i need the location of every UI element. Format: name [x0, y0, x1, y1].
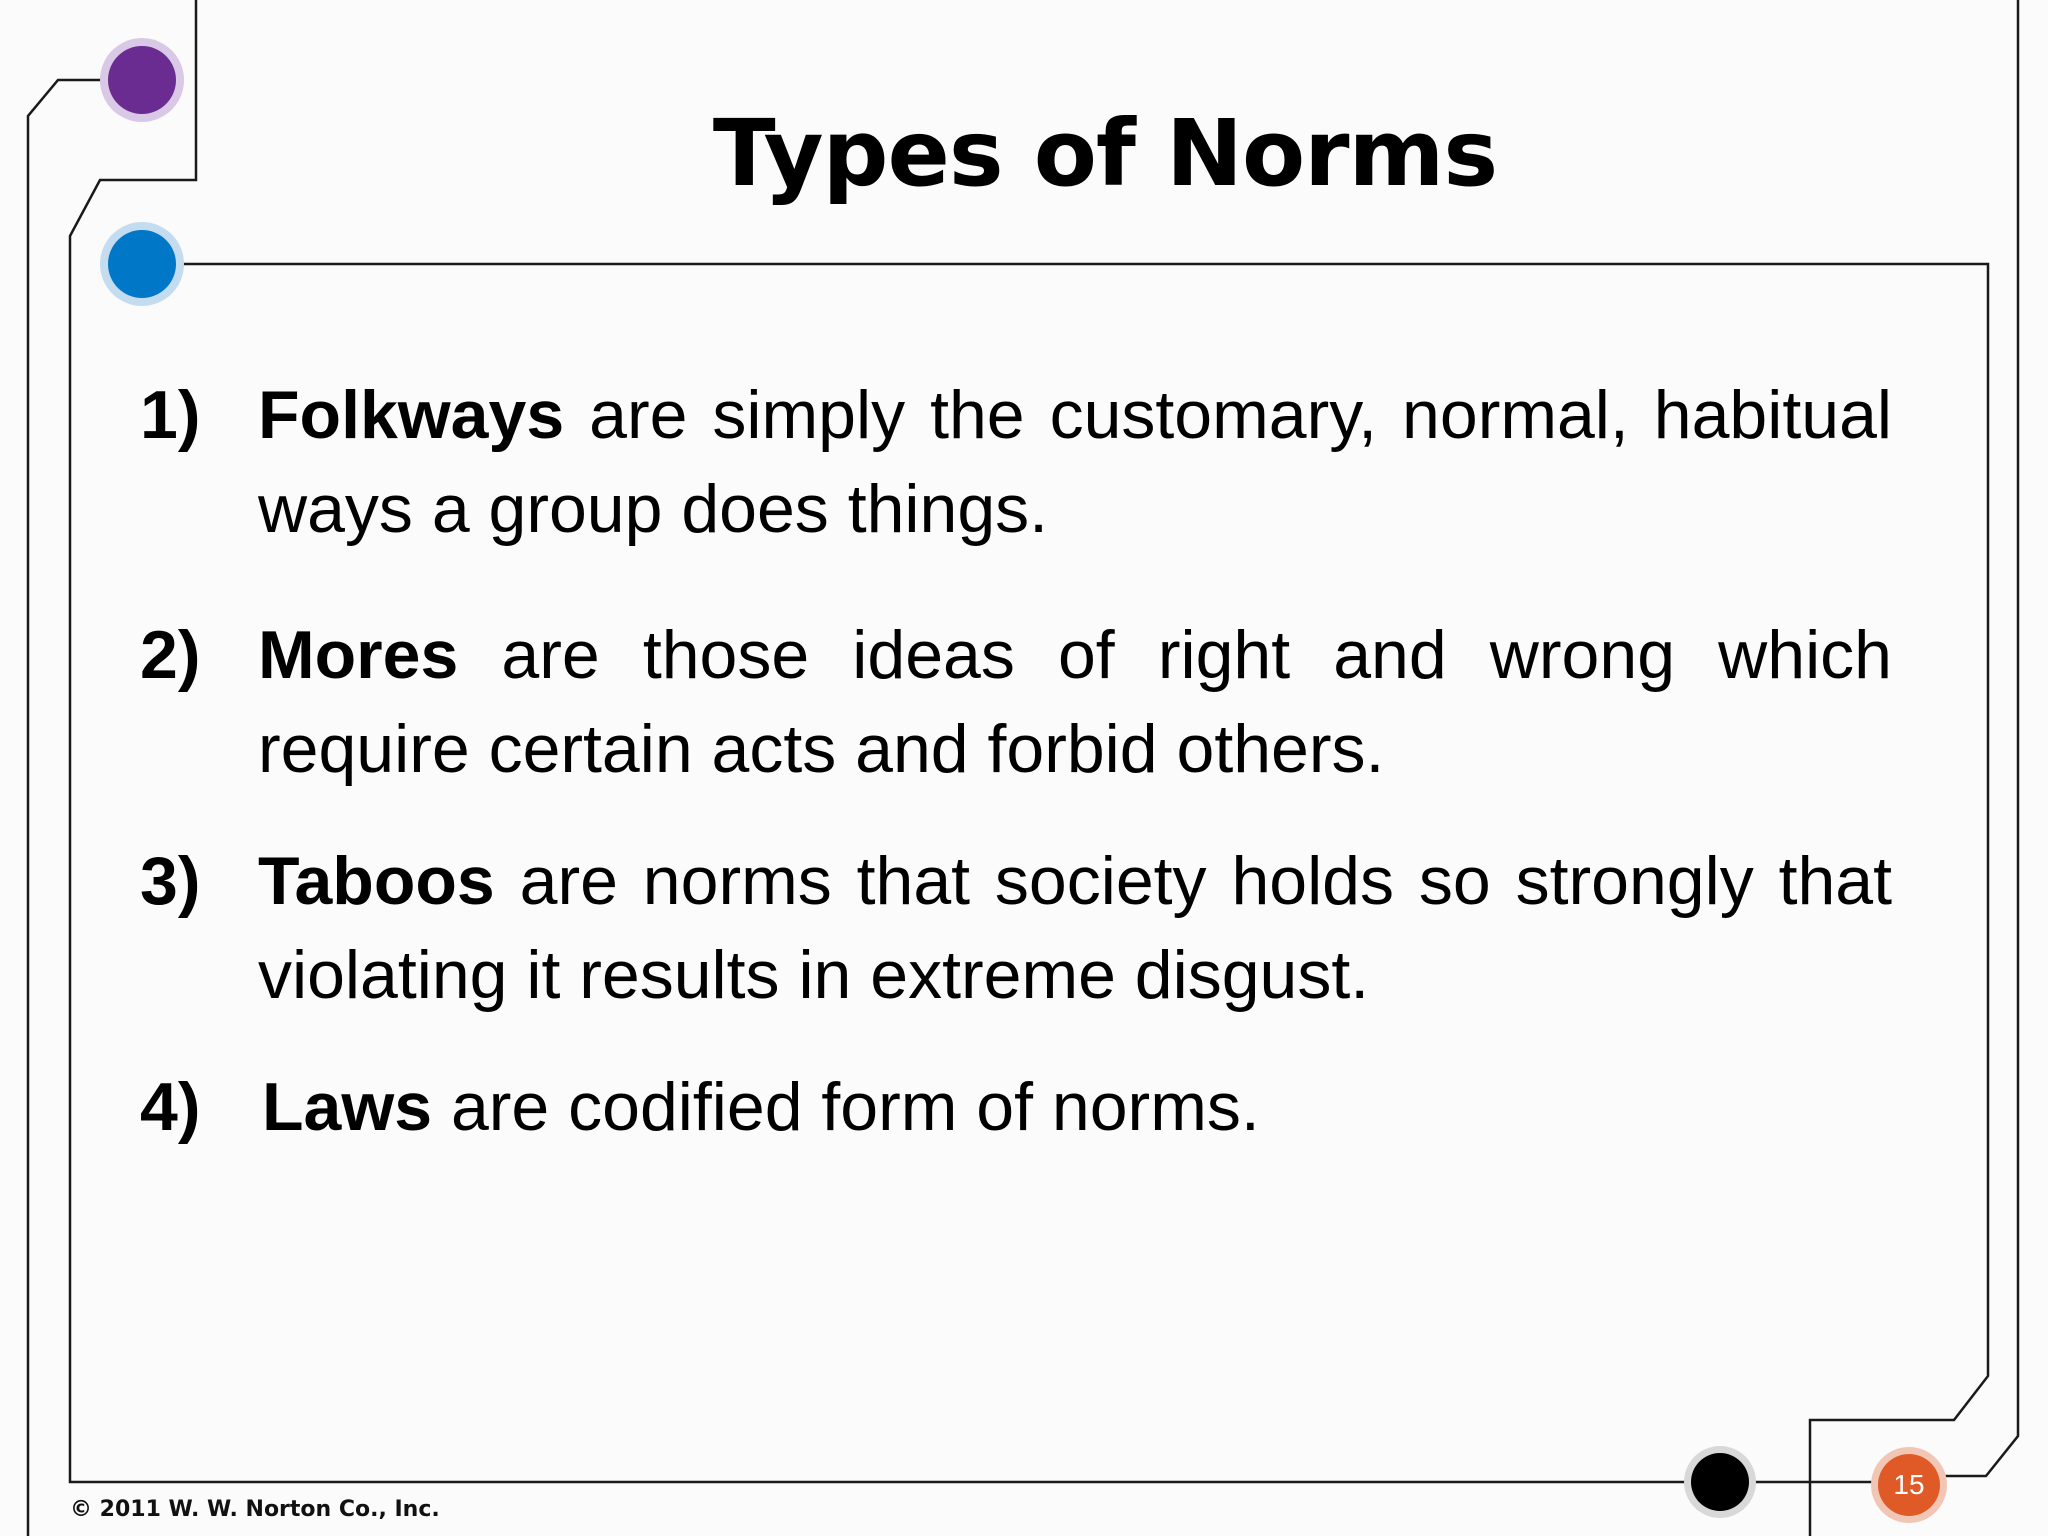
list-item-term: Mores: [258, 617, 459, 693]
frame-line-corner-stub: [28, 80, 106, 1536]
list-item-text: are codified form of norms.: [432, 1069, 1260, 1145]
list-item-term: Laws: [262, 1069, 433, 1145]
frame-line-right-outer: [1944, 0, 2018, 1476]
list-item-mores: [140, 608, 1892, 796]
list-item-number: 3): [140, 843, 201, 919]
norms-list: [140, 368, 1892, 1154]
list-item-taboos: [140, 834, 1892, 1022]
list-item-number: 4): [140, 1069, 201, 1145]
copyright-notice: © 2011 W. W. Norton Co., Inc.: [70, 1497, 440, 1522]
list-item-text: are those ideas of right and wrong which require certain acts and forbid others.: [258, 617, 1892, 787]
list-item-term: Taboos: [258, 843, 495, 919]
page-number: 15: [1893, 1469, 1925, 1500]
list-item-number: 2): [140, 617, 201, 693]
blue-dot-icon: [100, 222, 184, 306]
list-item-text: are simply the customary, normal, habitual ways a group does things.: [258, 377, 1892, 547]
slide-title: Types of Norms: [712, 100, 1498, 207]
list-item-term: Folkways: [258, 377, 565, 453]
black-dot-icon: [1684, 1446, 1756, 1518]
list-item-text: are norms that society holds so strongly that violating it results in extreme disgust.: [258, 843, 1892, 1013]
list-item-folkways: [140, 368, 1892, 556]
purple-dot-icon: [100, 38, 184, 122]
list-item-number: 1): [140, 377, 201, 453]
list-item-laws: [140, 1060, 1892, 1154]
